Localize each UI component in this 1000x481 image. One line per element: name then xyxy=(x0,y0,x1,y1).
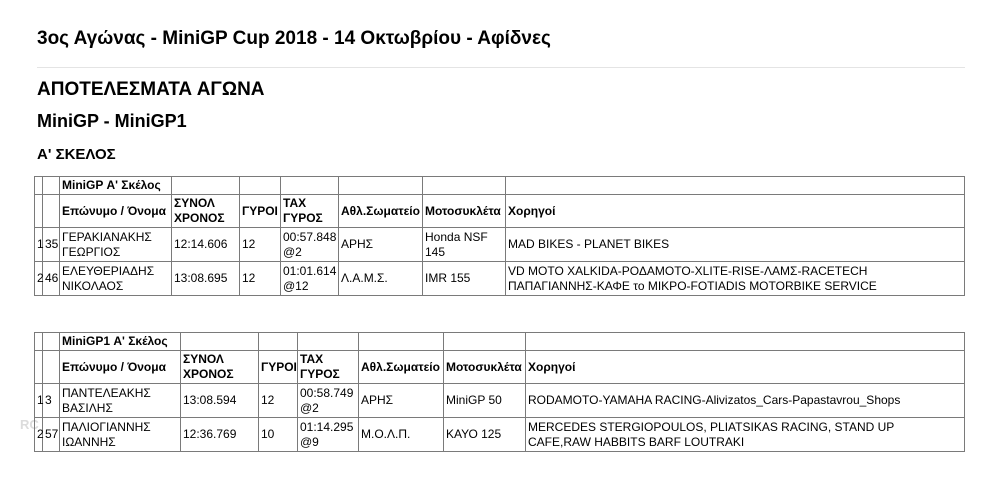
table-caption-row xyxy=(35,333,965,351)
header-total-time: ΣΥΝΟΛ ΧΡΟΝΟΣ xyxy=(181,351,259,384)
cell-sponsors: MERCEDES STERGIOPOULOS, PLIATSIKAS RACING, STAND UP CAFE,RAW HABBITS BARF LOUTRAKI xyxy=(526,418,965,452)
table-header-row xyxy=(35,351,965,384)
table-caption: MiniGP Α' Σκέλος xyxy=(60,177,172,195)
cell-number: 35 xyxy=(43,228,60,262)
cell-total-time: 13:08.594 xyxy=(181,384,259,418)
leg-heading: Α' ΣΚΕΛΟΣ xyxy=(37,146,116,163)
cell-club: ΑΡΗΣ xyxy=(339,228,423,262)
cell-position: 2 xyxy=(35,418,43,452)
header-total-time: ΣΥΝΟΛ ΧΡΟΝΟΣ xyxy=(172,195,240,228)
results-heading: ΑΠΟΤΕΛΕΣΜΑΤΑ ΑΓΩΝΑ xyxy=(37,79,265,100)
header-sponsors: Χορηγοί xyxy=(506,195,965,228)
header-club: Αθλ.Σωματείο xyxy=(339,195,423,228)
class-heading: MiniGP - MiniGP1 xyxy=(37,111,187,131)
cell-fastest-lap: 01:01.614 @12 xyxy=(281,262,339,296)
cell-laps: 12 xyxy=(240,228,281,262)
page-title: 3ος Αγώνας - MiniGP Cup 2018 - 14 Οκτωβρίου - Αφίδνες xyxy=(37,28,551,49)
title-divider xyxy=(37,67,965,68)
cell-total-time: 13:08.695 xyxy=(172,262,240,296)
cell-sponsors: RODAMOTO-YAMAHA RACING-Alivizatos_Cars-Papastavrou_Shops xyxy=(526,384,965,418)
cell-bike: ΚΑΥΟ 125 xyxy=(444,418,526,452)
cell-fastest-lap: 00:57.848 @2 xyxy=(281,228,339,262)
table-row xyxy=(35,262,965,296)
table-row xyxy=(35,384,965,418)
table-caption-row xyxy=(35,177,965,195)
header-fastest-lap: ΤΑΧ ΓΥΡΟΣ xyxy=(281,195,339,228)
cell-name: ΠΑΝΤΕΛΕΑΚΗΣ ΒΑΣΙΛΗΣ xyxy=(60,384,181,418)
cell-position: 2 xyxy=(35,262,43,296)
cell-bike: IMR 155 xyxy=(423,262,506,296)
cell-laps: 12 xyxy=(240,262,281,296)
results-table-minigp xyxy=(34,176,965,296)
cell-total-time: 12:14.606 xyxy=(172,228,240,262)
cell-name: ΕΛΕΥΘΕΡΙΑΔΗΣ ΝΙΚΟΛΑΟΣ xyxy=(60,262,172,296)
cell-fastest-lap: 00:58.749 @2 xyxy=(298,384,359,418)
cell-club: ΑΡΗΣ xyxy=(359,384,444,418)
header-laps: ΓΥΡΟΙ xyxy=(240,195,281,228)
cell-club: Μ.Ο.Λ.Π. xyxy=(359,418,444,452)
header-sponsors: Χορηγοί xyxy=(526,351,965,384)
cell-name: ΓΕΡΑΚΙΑΝΑΚΗΣ ΓΕΩΡΓΙΟΣ xyxy=(60,228,172,262)
cell-position: 1 xyxy=(35,384,43,418)
cell-number: 57 xyxy=(43,418,60,452)
cell-laps: 10 xyxy=(259,418,298,452)
cell-bike: MiniGP 50 xyxy=(444,384,526,418)
cell-number: 3 xyxy=(43,384,60,418)
header-name: Επώνυμο / Όνομα xyxy=(60,195,172,228)
table-caption: MiniGP1 Α' Σκέλος xyxy=(60,333,181,351)
cell-sponsors: MAD BIKES - PLANET BIKES xyxy=(506,228,965,262)
cell-position: 1 xyxy=(35,228,43,262)
cell-bike: Honda NSF 145 xyxy=(423,228,506,262)
header-bike: Μοτοσυκλέτα xyxy=(444,351,526,384)
table-row xyxy=(35,418,965,452)
cell-number: 46 xyxy=(43,262,60,296)
header-laps: ΓΥΡΟΙ xyxy=(259,351,298,384)
header-name: Επώνυμο / Όνομα xyxy=(60,351,181,384)
cell-sponsors: VD MOTO XALKIDA-ΡΟΔΑΜΟΤΟ-XLITE-RISE-ΛΑΜΣ-RACETECH ΠΑΠΑΓΙΑΝΝΗΣ-ΚΑΦΕ το ΜΙΚΡΟ-FOTIADIS MOTORBIKE SERVICE xyxy=(506,262,965,296)
header-fastest-lap: ΤΑΧ ΓΥΡΟΣ xyxy=(298,351,359,384)
table-header-row xyxy=(35,195,965,228)
cell-fastest-lap: 01:14.295 @9 xyxy=(298,418,359,452)
cell-total-time: 12:36.769 xyxy=(181,418,259,452)
cell-club: Λ.Α.Μ.Σ. xyxy=(339,262,423,296)
results-table-minigp1 xyxy=(34,332,965,452)
watermark: RC xyxy=(20,417,39,432)
cell-laps: 12 xyxy=(259,384,298,418)
header-bike: Μοτοσυκλέτα xyxy=(423,195,506,228)
header-club: Αθλ.Σωματείο xyxy=(359,351,444,384)
cell-name: ΠΑΛΙΟΓΙΑΝΝΗΣ ΙΩΑΝΝΗΣ xyxy=(60,418,181,452)
table-row xyxy=(35,228,965,262)
